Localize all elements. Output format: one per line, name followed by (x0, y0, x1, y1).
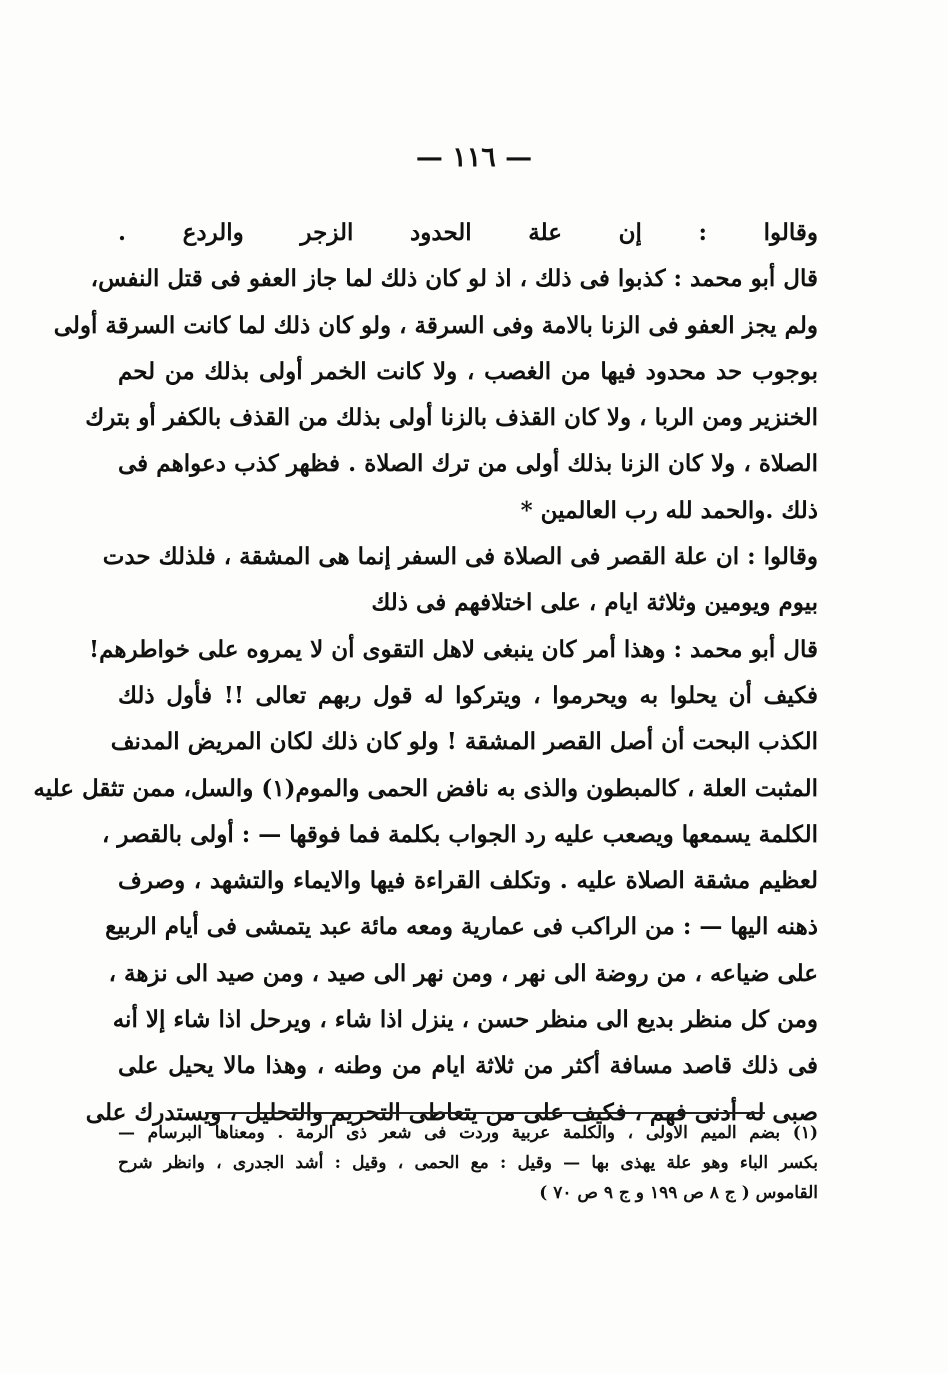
text-line: المثبت العلة ، كالمبطون والذى به نافض الحمى والموم(١) والسل، ممن تثقل عليه (33, 774, 818, 802)
text-line: فى ذلك قاصد مسافة أكثر من ثلاثة ايام من وطنه ، وهذا مالا يحيل على (118, 1052, 818, 1080)
page-number: — ١١٦ — (415, 142, 533, 173)
text-line: ومن كل منظر بديع الى منظر حسن ، ينزل اذا شاء ، ويرحل اذا شاء إلا أنه (112, 1006, 818, 1034)
text-line: بيوم ويومين وثلاثة ايام ، على اختلافهم فى ذلك (371, 589, 818, 617)
main-text (33, 210, 818, 1136)
text-line: وقالوا : ان علة القصر فى الصلاة فى السفر إنما هى المشقة ، فلذلك حدت (102, 543, 818, 571)
footnote-line: بكسر الباء وهو علة يهذى بها — وقيل : مع الحمى ، وقيل : أشد الجدرى ، وانظر شرح (118, 1153, 818, 1173)
text-line: وقالوا : إن علة الحدود الزجر والردع . (118, 219, 818, 246)
text-line: على ضياعه ، من روضة الى نهر ، ومن نهر الى صيد ، ومن صيد الى نزهة ، (108, 959, 818, 987)
text-line: فكيف أن يحلوا به ويحرموا ، ويتركوا له قول ربهم تعالى !! فأول ذلك (118, 681, 818, 709)
text-line: لعظيم مشقة الصلاة عليه . وتكلف القراءة فيها والايماء والتشهد ، وصرف (118, 867, 818, 895)
text-line: الكلمة يسمعها ويصعب عليه رد الجواب بكلمة فما فوقها — : أولى بالقصر ، (101, 820, 818, 848)
footnote-divider (205, 1112, 765, 1114)
text-line: الخنزير ومن الربا ، ولا كان القذف بالزنا أولى بذلك من القذف بالكفر أو بترك (85, 404, 818, 432)
text-line: ذلك .والحمد لله رب العالمين * (520, 496, 818, 524)
footnote-line: (١) بضم الميم الاولى ، والكلمة عربية وردت فى شعر ذى الرمة . ومعناها البرسام — (118, 1123, 818, 1143)
text-line: الصلاة ، ولا كان الزنا بذلك أولى من ترك الصلاة . فظهر كذب دعواهم فى (118, 450, 818, 478)
text-line: بوجوب حد محدود فيها من الغصب ، ولا كانت الخمر أولى بذلك من لحم (118, 357, 818, 385)
text-line: صبى له أدنى فهم ، فكيف على من يتعاطى التحريم والتحليل ، ويستدرك على (85, 1098, 818, 1126)
text-line: قال أبو محمد : وهذا أمر كان ينبغى لاهل التقوى أن لا يمروه على خواطرهم! (88, 635, 818, 663)
footnote-line: القاموس ( ج ٨ ص ١٩٩ و ج ٩ ص ٧٠ ) (539, 1183, 818, 1203)
text-line: ذهنه اليها — : من الراكب فى عمارية ومعه مائة عبد يتمشى فى أيام الربيع (105, 913, 818, 941)
text-line: الكذب البحت أن أصل القصر المشقة ! ولو كان ذلك لكان المريض المدنف (110, 728, 818, 756)
text-line: ولم يجز العفو فى الزنا بالامة وفى السرقة ، ولو كان ذلك لما كانت السرقة أولى (53, 311, 818, 339)
footnotes (118, 1118, 818, 1208)
text-line: قال أبو محمد : كذبوا فى ذلك ، اذ لو كان ذلك لما جاز العفو فى قتل النفس، (90, 265, 818, 293)
